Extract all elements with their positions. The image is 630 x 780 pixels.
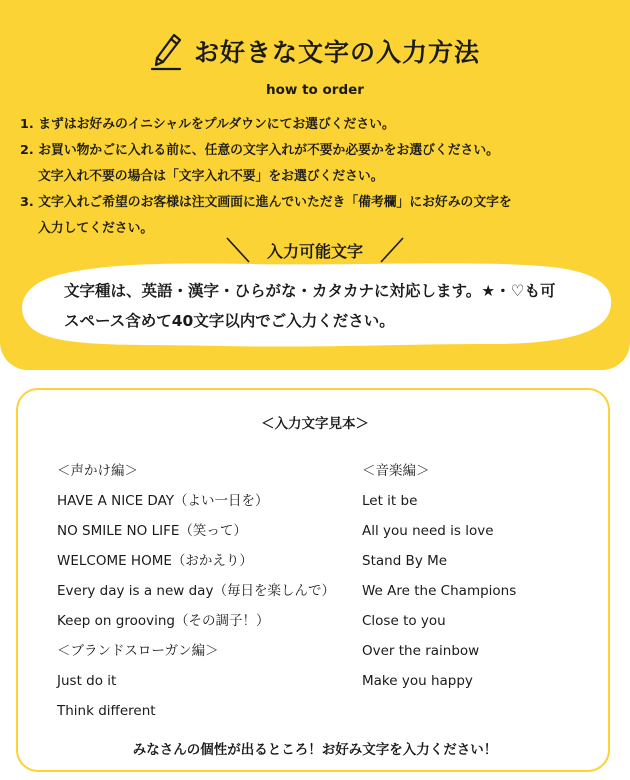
- available-chars-line: スペース含めて40文字以内でご入力ください。: [64, 312, 395, 330]
- sample-item: Keep on grooving（その調子！）: [57, 613, 270, 629]
- available-chars-text: [64, 276, 604, 336]
- order-steps-list: [20, 112, 620, 242]
- available-chars-line: 文字種は、英語・漢字・ひらがな・カタカナに対応します。★・♡も可: [64, 282, 556, 300]
- step-item: 3. 文字入れご希望のお客様は注文画面に進んでいただき「備考欄」にお好みの文字を: [20, 195, 512, 210]
- left-slash-decoration: [223, 236, 253, 264]
- sample-item: Think different: [57, 703, 156, 719]
- available-chars-label: 入力可能文字: [266, 241, 363, 261]
- step-item: 1. まずはお好みのイニシャルをプルダウンにてお選びください。: [20, 117, 395, 132]
- sample-item: Make you happy: [362, 673, 473, 689]
- sample-category-label: ＜ブランドスローガン編＞: [57, 643, 219, 659]
- step-item-note: 入力してください。: [38, 221, 154, 236]
- sample-list-right: [362, 456, 516, 696]
- sample-category-label: ＜声かけ編＞: [57, 463, 138, 479]
- sample-title: ＜入力文字見本＞: [261, 416, 369, 432]
- sample-category-label: ＜音楽編＞: [362, 463, 430, 479]
- sample-item: WELCOME HOME（おかえり）: [57, 553, 253, 569]
- sample-item: NO SMILE NO LIFE（笑って）: [57, 523, 247, 539]
- page-title: お好きな文字の入力方法: [193, 38, 480, 67]
- sample-list-left: [57, 456, 335, 726]
- step-item: 2. お買い物かごに入れる前に、任意の文字入れが不要か必要かをお選びください。: [20, 143, 499, 158]
- available-chars-heading: [0, 236, 630, 264]
- sample-item: We Are the Champions: [362, 583, 517, 599]
- sample-item: Close to you: [362, 613, 446, 629]
- right-slash-decoration: [377, 236, 407, 264]
- step-item-note: 文字入れ不要の場合は「文字入れ不要」をお選びください。: [38, 169, 384, 184]
- sample-item: Over the rainbow: [362, 643, 480, 659]
- sample-item: Every day is a new day（毎日を楽しんで）: [57, 583, 335, 599]
- sample-item: Stand By Me: [362, 553, 448, 569]
- header-title-row: [0, 28, 630, 74]
- page-subtitle: how to order: [266, 82, 364, 98]
- sample-item: Just do it: [57, 673, 117, 689]
- sample-footer-message: みなさんの個性が出るところ！お好み文字を入力ください！: [132, 742, 498, 758]
- sample-item: Let it be: [362, 493, 418, 509]
- sample-item: HAVE A NICE DAY（よい一日を）: [57, 493, 269, 509]
- pencil-icon: [150, 31, 184, 71]
- sample-item: All you need is love: [362, 523, 494, 539]
